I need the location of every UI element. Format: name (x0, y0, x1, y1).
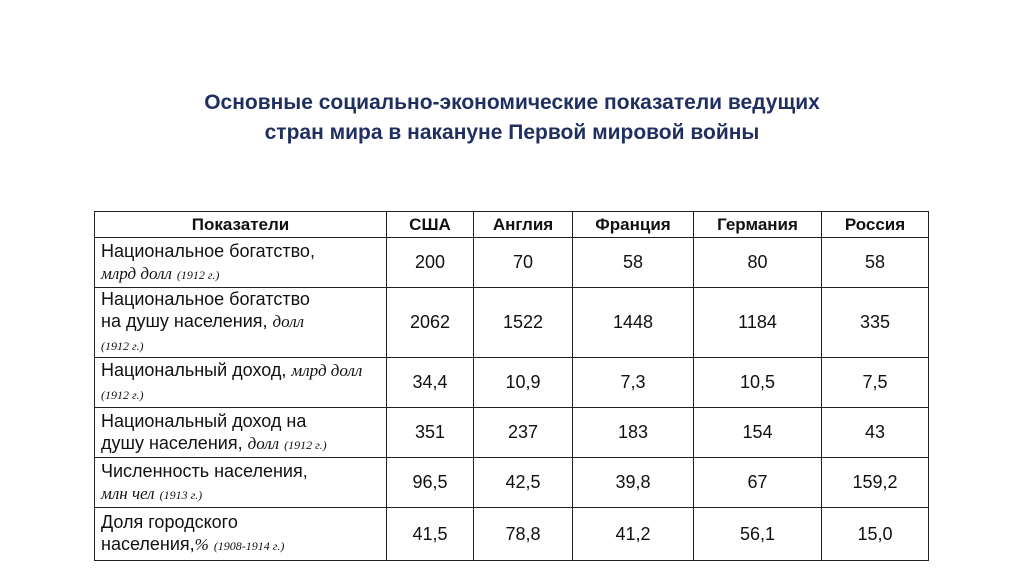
table-row (95, 238, 929, 288)
title-line-1: Основные социально-экономические показатели ведущих (204, 91, 820, 114)
header-indicators: Показатели (95, 212, 387, 238)
cell-germany: 1184 (694, 288, 822, 358)
header-germany: Германия (694, 212, 822, 238)
label-text: Национальное богатство (101, 289, 310, 309)
cell-germany: 10,5 (694, 358, 822, 408)
unit-text: долл (247, 433, 280, 453)
row-label (95, 408, 387, 458)
label-text: Численность населения, (101, 460, 308, 481)
cell-russia: 159,2 (822, 458, 929, 508)
cell-england: 70 (474, 238, 573, 288)
title-line-2: стран мира в накануне Первой мировой войны (264, 121, 760, 144)
cell-england: 78,8 (474, 508, 573, 561)
label-text: Национальное богатство, (101, 240, 315, 261)
cell-usa: 96,5 (387, 458, 474, 508)
year-text: (1912 г.) (284, 437, 327, 452)
year-text: (1912 г.) (176, 267, 220, 282)
cell-france: 7,3 (573, 358, 694, 408)
table-header-row (95, 212, 929, 238)
table-row (95, 408, 929, 458)
year-text: (1913 г.) (159, 487, 203, 502)
cell-usa: 351 (387, 408, 474, 458)
unit-text: % (194, 535, 209, 554)
header-russia: Россия (822, 212, 929, 238)
cell-russia: 43 (822, 408, 929, 458)
cell-england: 1522 (474, 288, 573, 358)
cell-france: 41,2 (573, 508, 694, 561)
cell-england: 10,9 (474, 358, 573, 408)
cell-russia: 15,0 (822, 508, 929, 561)
page-title (0, 88, 1024, 148)
label-text-2: на душу населения, (101, 311, 268, 331)
cell-germany: 56,1 (694, 508, 822, 561)
header-france: Франция (573, 212, 694, 238)
year-text: (1912 г.) (101, 339, 144, 353)
unit-text: млрд долл (291, 361, 363, 380)
cell-france: 58 (573, 238, 694, 288)
row-label (95, 238, 387, 288)
table-row (95, 288, 929, 358)
cell-russia: 335 (822, 288, 929, 358)
cell-france: 39,8 (573, 458, 694, 508)
table-row (95, 358, 929, 408)
row-label (95, 458, 387, 508)
cell-germany: 67 (694, 458, 822, 508)
cell-germany: 154 (694, 408, 822, 458)
cell-france: 1448 (573, 288, 694, 358)
table-row (95, 508, 929, 561)
cell-france: 183 (573, 408, 694, 458)
header-england: Англия (474, 212, 573, 238)
unit-text: млрд долл (101, 263, 172, 283)
table-row (95, 458, 929, 508)
label-text: Доля городского (101, 512, 238, 532)
row-label (95, 288, 387, 358)
cell-england: 42,5 (474, 458, 573, 508)
header-usa: США (387, 212, 474, 238)
year-text: (1908-1914 г.) (213, 539, 285, 553)
indicators-table (94, 211, 929, 561)
row-label (95, 508, 387, 561)
label-text-2: душу населения, (101, 432, 243, 453)
unit-text: долл (272, 312, 305, 331)
cell-germany: 80 (694, 238, 822, 288)
label-text: Национальный доход на (101, 410, 307, 431)
cell-usa: 41,5 (387, 508, 474, 561)
label-text-2: населения, (101, 534, 195, 554)
year-text: (1912 г.) (101, 388, 144, 402)
cell-usa: 34,4 (387, 358, 474, 408)
cell-russia: 7,5 (822, 358, 929, 408)
cell-england: 237 (474, 408, 573, 458)
cell-usa: 2062 (387, 288, 474, 358)
cell-russia: 58 (822, 238, 929, 288)
label-text: Национальный доход, (101, 360, 287, 380)
cell-usa: 200 (387, 238, 474, 288)
unit-text: млн чел (101, 483, 155, 503)
row-label (95, 358, 387, 408)
